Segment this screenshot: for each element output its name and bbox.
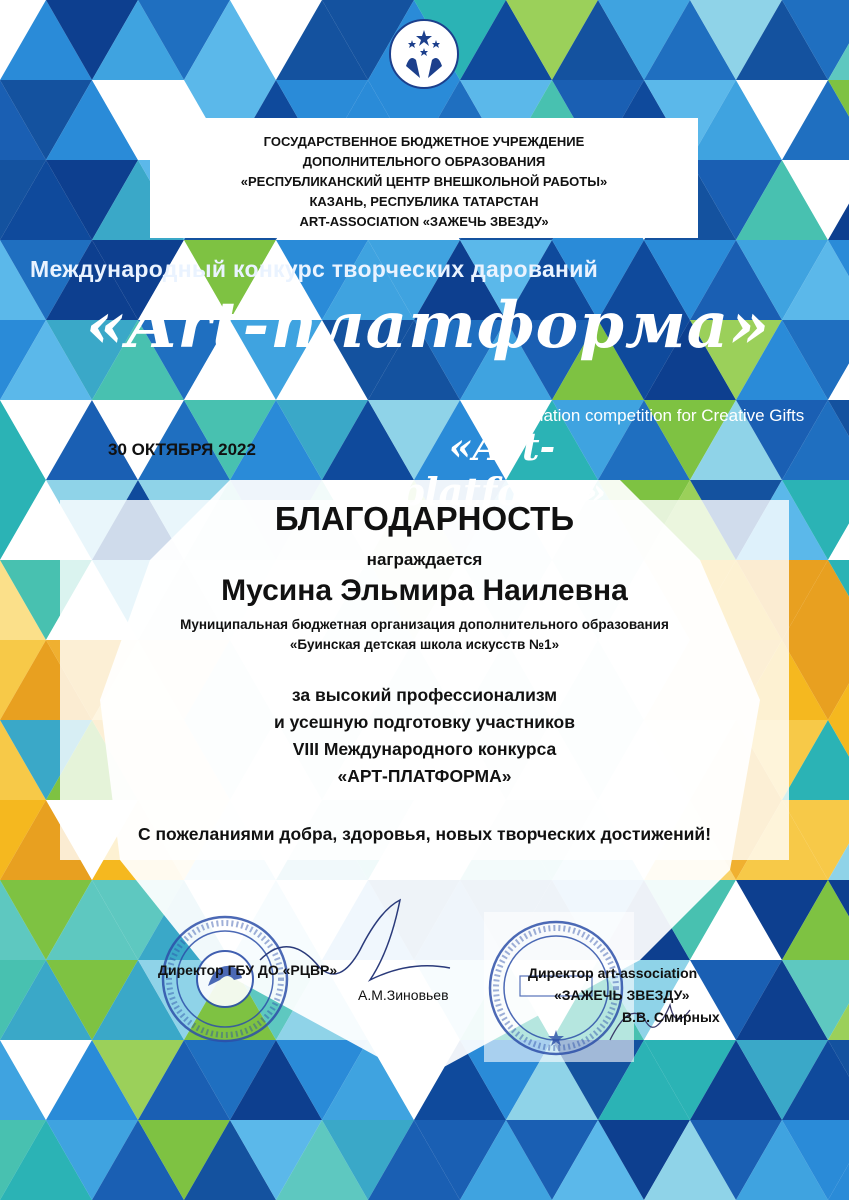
right-signatory-title: Директор art-association [528, 965, 698, 981]
competition-subtitle-en: Internation competition for Creative Gifts [500, 406, 805, 425]
recipient-name: Мусина Эльмира Наилевна [221, 574, 628, 607]
header-line: ГОСУДАРСТВЕННОЕ БЮДЖЕТНОЕ УЧРЕЖДЕНИЕ [263, 134, 585, 149]
left-signatory-title: Директор ГБУ ДО «РЦВР» [158, 962, 338, 978]
recipient-organization [0, 615, 849, 655]
competition-title-ru: «Art-платформа» [85, 288, 771, 363]
awarded-label: награждается [366, 550, 483, 569]
reason-line: и усешную подготовку участников [274, 712, 575, 732]
hands-with-stars-logo-icon [386, 16, 462, 96]
header-line: «РЕСПУБЛИКАНСКИЙ ЦЕНТР ВНЕШКОЛЬНОЙ РАБОТЫ» [240, 174, 608, 189]
signature-scribble-icon [250, 890, 460, 1000]
reason-line: за высокий профессионализм [291, 685, 558, 705]
reason-line: VIII Международного конкурса [292, 739, 557, 759]
header-line: КАЗАНЬ, РЕСПУБЛИКА ТАТАРСТАН [309, 194, 539, 209]
award-title: БЛАГОДАРНОСТЬ [274, 500, 575, 537]
right-signatory-name: В.В. Смирных [622, 1009, 720, 1025]
right-signatory [528, 962, 768, 1028]
header-line: ДОПОЛНИТЕЛЬНОГО ОБРАЗОВАНИЯ [302, 154, 546, 169]
organization-line: Муниципальная бюджетная организация дополнительного образования [180, 617, 669, 632]
competition-title-en: «Art-platform» [397, 424, 607, 514]
competition-subtitle-ru: Международный конкурс творческих дарований [30, 256, 599, 282]
reason-line: «АРТ-ПЛАТФОРМА» [337, 766, 512, 786]
left-signatory-name: А.М.Зиновьев [358, 987, 449, 1003]
institution-header [150, 132, 698, 232]
wishes-text: С пожеланиями добра, здоровья, новых творческих достижений! [137, 824, 712, 844]
organization-line: «Буинская детская школа искусств №1» [289, 637, 560, 652]
award-date: 30 ОКТЯБРЯ 2022 [108, 440, 256, 459]
header-line: ART-ASSOCIATION «ЗАЖЕЧЬ ЗВЕЗДУ» [299, 214, 549, 229]
award-reason [0, 682, 849, 790]
right-signatory-org: «ЗАЖЕЧЬ ЗВЕЗДУ» [554, 987, 690, 1003]
